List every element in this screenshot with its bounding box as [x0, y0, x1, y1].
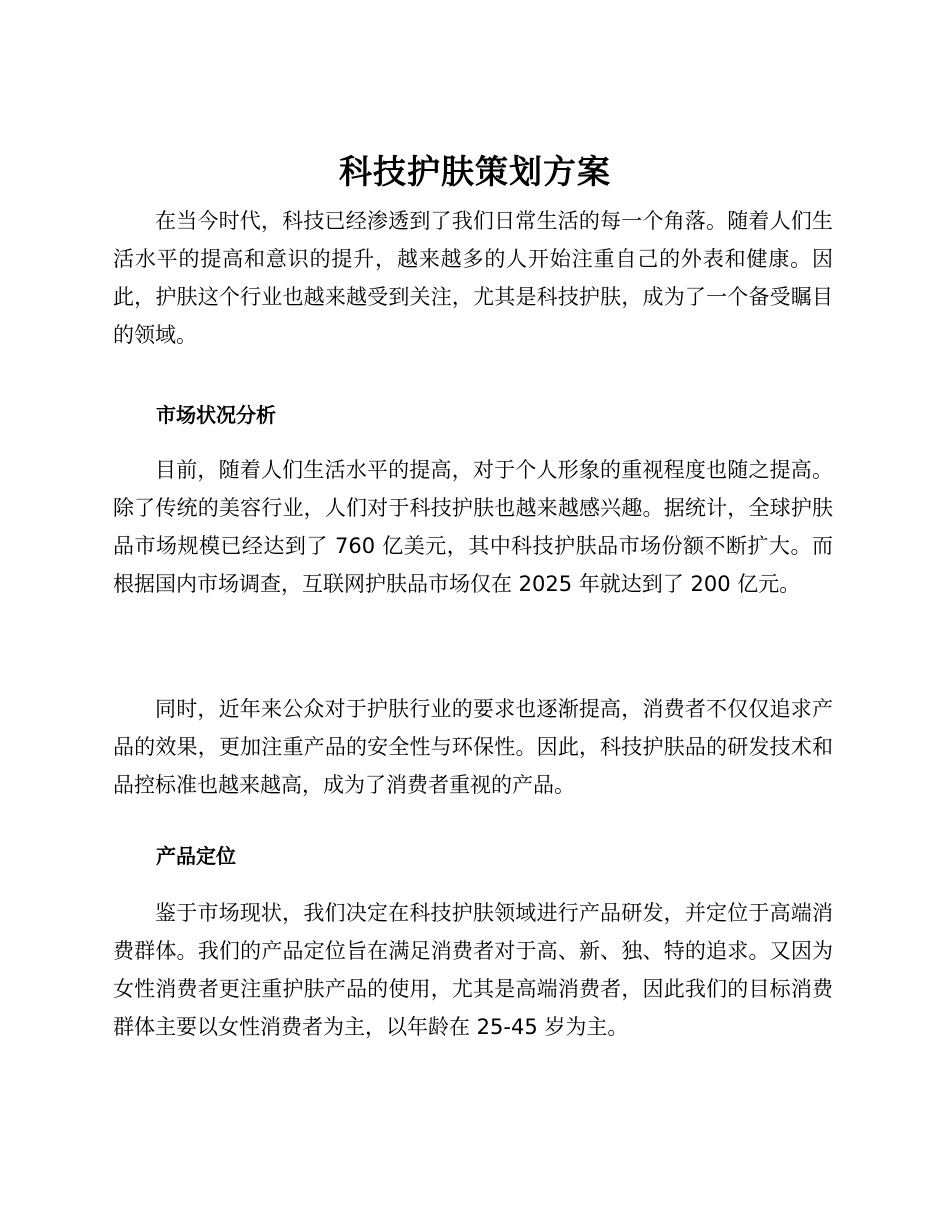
intro-paragraph: 在当今时代，科技已经渗透到了我们日常生活的每一个角落。随着人们生活水平的提高和意识的提升，越来越多的人开始注重自己的外表和健康。因此，护肤这个行业也越来越受到关注，尤其是科技护肤，成为了一个备受瞩目的领域。	[113, 209, 833, 347]
market-analysis-paragraph-1-block	[113, 451, 833, 603]
product-positioning-heading-block	[113, 837, 833, 875]
product-positioning-paragraph: 鉴于市场现状，我们决定在科技护肤领域进行产品研发，并定位于高端消费群体。我们的产品定位旨在满足消费者对于高、新、独、特的追求。又因为女性消费者更注重护肤产品的使用，尤其是高端消费者，因此我们的目标消费群体主要以女性消费者为主，以年龄在 25-45 岁为主。	[113, 901, 833, 1039]
market-analysis-heading-block	[113, 396, 833, 434]
intro-section	[113, 202, 833, 354]
product-positioning-heading: 产品定位	[156, 844, 236, 868]
market-analysis-paragraph-1: 目前，随着人们生活水平的提高，对于个人形象的重视程度也随之提高。除了传统的美容行业，人们对于科技护肤也越来越感兴趣。据统计，全球护肤品市场规模已经达到了 760 亿美元，其中科技护肤品市场份额不断扩大。而根据国内市场调查，互联网护肤品市场仅在 2025 年就达到了 200 亿元。	[113, 458, 833, 596]
product-positioning-paragraph-block	[113, 894, 833, 1046]
document-title: 科技护肤策划方案	[339, 152, 611, 191]
market-analysis-heading: 市场状况分析	[156, 403, 276, 427]
market-analysis-paragraph-2-block	[113, 690, 833, 804]
market-analysis-paragraph-2: 同时，近年来公众对于护肤行业的要求也逐渐提高，消费者不仅仅追求产品的效果，更加注重产品的安全性与环保性。因此，科技护肤品的研发技术和品控标准也越来越高，成为了消费者重视的产品。	[113, 697, 833, 797]
